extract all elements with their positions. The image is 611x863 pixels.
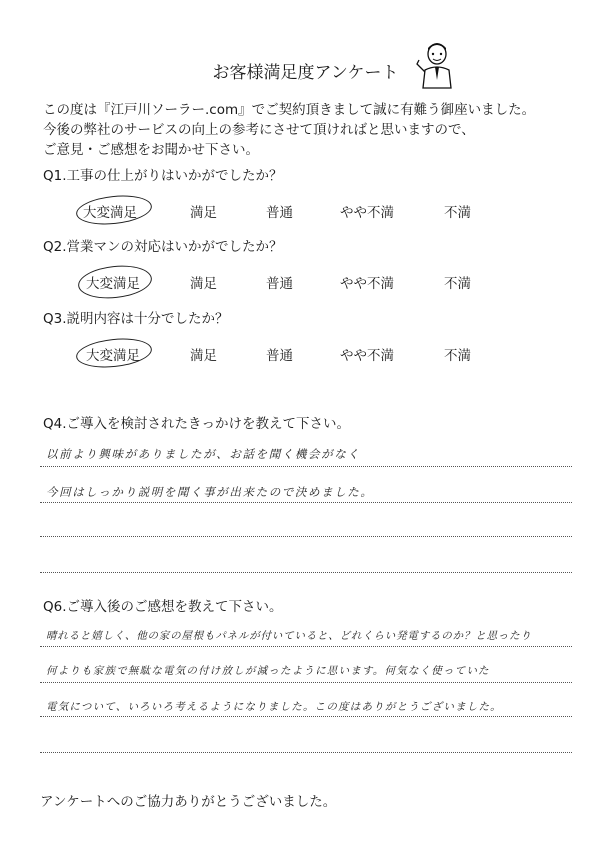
q2-option-very-satisfied: 大変満足 xyxy=(86,276,140,292)
q3-option-very-satisfied: 大変満足 xyxy=(86,348,140,364)
q6-answer-line-1: 晴れると嬉しく、他の家の屋根もパネルが付いていると、どれくらい発電するのか？と思ったり xyxy=(46,630,532,642)
q1-option-dissatisfied: 不満 xyxy=(444,205,471,221)
question-1-label: Q1.工事の仕上がりはいかがでしたか？ xyxy=(43,168,283,184)
intro-line-3: ご意見・ご感想をお聞かせ下さい。 xyxy=(43,142,259,158)
intro-line-2: 今後の弊社のサービスの向上の参考にさせて頂ければと思いますので、 xyxy=(43,122,475,138)
q1-option-very-satisfied: 大変満足 xyxy=(83,205,137,221)
q6-answer-line-3: 電気について、いろいろ考えるようになりました。この度はありがとうございました。 xyxy=(46,701,502,713)
q2-option-neutral: 普通 xyxy=(266,276,293,292)
q4-answer-line-1: 以前より興味がありましたが、お話を聞く機会がなく xyxy=(46,447,361,461)
q4-answer-line-2: 今回はしっかり説明を聞く事が出来たので決めました。 xyxy=(46,485,374,499)
q6-answer-line-2: 何よりも家族で無駄な電気の付け放しが減ったように思います。何気なく使っていた xyxy=(46,665,490,677)
answer-rule xyxy=(40,752,572,753)
question-2-label: Q2.営業マンの対応はいかがでしたか？ xyxy=(43,239,283,255)
q3-option-somewhat-dissatisfied: やや不満 xyxy=(340,348,394,364)
answer-rule xyxy=(40,502,572,503)
q2-option-somewhat-dissatisfied: やや不満 xyxy=(340,276,394,292)
q3-option-dissatisfied: 不満 xyxy=(444,348,471,364)
mascot-illustration xyxy=(413,40,461,90)
q1-option-neutral: 普通 xyxy=(266,205,293,221)
q2-option-dissatisfied: 不満 xyxy=(444,276,471,292)
answer-rule xyxy=(40,466,572,467)
intro-line-1: この度は『江戸川ソーラー.com』でご契約頂きまして誠に有難う御座いました。 xyxy=(43,102,536,118)
answer-rule xyxy=(40,716,572,717)
answer-rule xyxy=(40,646,572,647)
answer-rule xyxy=(40,682,572,683)
q1-option-satisfied: 満足 xyxy=(190,205,217,221)
survey-title: お客様満足度アンケート xyxy=(212,63,399,83)
answer-rule xyxy=(40,536,572,537)
closing-message: アンケートへのご協力ありがとうございました。 xyxy=(40,794,337,810)
question-6-label: Q6.ご導入後のご感想を教えて下さい。 xyxy=(43,599,283,615)
question-3-label: Q3.説明内容は十分でしたか？ xyxy=(43,311,229,327)
answer-rule xyxy=(40,572,572,573)
q1-option-somewhat-dissatisfied: やや不満 xyxy=(340,205,394,221)
q3-option-satisfied: 満足 xyxy=(190,348,217,364)
question-4-label: Q4.ご導入を検討されたきっかけを教えて下さい。 xyxy=(43,416,351,432)
q3-option-neutral: 普通 xyxy=(266,348,293,364)
q2-option-satisfied: 満足 xyxy=(190,276,217,292)
